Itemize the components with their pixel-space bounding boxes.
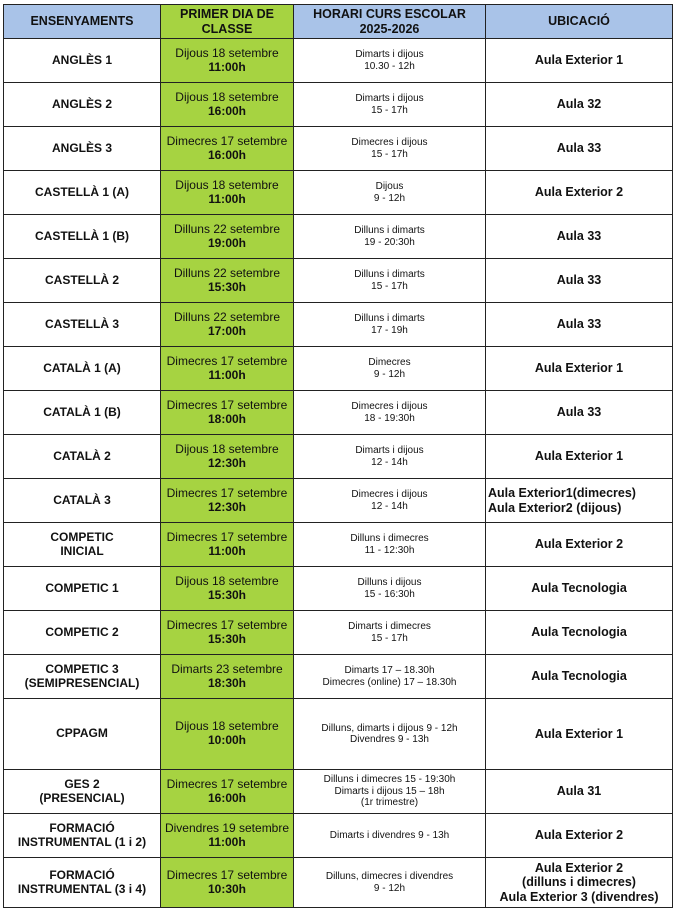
first-day-date: Dimecres 17 setembre — [166, 617, 288, 632]
first-day-cell — [161, 83, 294, 127]
first-day-time: 12:30h — [207, 499, 247, 514]
schedule-line: Dimarts i dimecres — [348, 621, 431, 632]
header-first-day: PRIMER DIA DE CLASSE — [161, 5, 294, 39]
subject-cell — [4, 259, 161, 303]
first-day-time: 16:00h — [207, 103, 247, 118]
schedule-line: Dilluns, dimecres i divendres — [325, 871, 454, 882]
location-line: (dilluns i dimecres) — [522, 875, 636, 890]
subject-line: ANGLÈS 3 — [51, 140, 112, 155]
first-day-cell — [161, 611, 294, 655]
location-line: Aula 33 — [556, 229, 602, 244]
schedule-line: Dilluns i dimecres — [350, 533, 429, 544]
subject-cell — [4, 567, 161, 611]
first-day-date: Dijous 18 setembre — [175, 573, 279, 588]
first-day-time: 18:30h — [207, 675, 247, 690]
subject-line: ANGLÈS 2 — [51, 96, 112, 111]
header-row — [4, 5, 673, 39]
first-day-time: 18:00h — [207, 411, 247, 426]
subject-line: COMPETIC 2 — [45, 624, 119, 639]
schedule-line: Dilluns i dimecres 15 - 19:30h — [323, 774, 456, 786]
schedule-line: 9 - 12h — [373, 882, 406, 894]
first-day-time: 12:30h — [207, 455, 247, 470]
first-day-cell — [161, 858, 294, 908]
subject-line: COMPETIC 3 — [45, 661, 119, 676]
schedule-cell — [294, 611, 486, 655]
schedule-cell — [294, 655, 486, 699]
schedule-line: 15 - 17h — [371, 148, 408, 160]
location-cell — [486, 770, 673, 814]
schedule-line: Dimecres i dijous — [351, 401, 428, 412]
subject-cell — [4, 770, 161, 814]
first-day-time: 11:00h — [208, 834, 246, 849]
location-line: Aula Exterior 1 — [534, 449, 624, 464]
schedule-line: Dimarts i dijous — [355, 445, 424, 456]
first-day-time: 11:00h — [208, 59, 246, 74]
header-location: UBICACIÓ — [486, 5, 673, 39]
schedule-cell — [294, 39, 486, 83]
schedule-line: Dilluns, dimarts i dijous 9 - 12h — [321, 722, 458, 734]
subject-cell — [4, 611, 161, 655]
schedule-cell — [294, 347, 486, 391]
table-row — [4, 523, 673, 567]
subject-line: CATALÀ 2 — [53, 448, 111, 463]
first-day-cell — [161, 303, 294, 347]
location-cell — [486, 347, 673, 391]
schedule-line: Dimecres i dijous — [351, 489, 428, 500]
location-line: Aula Tecnologia — [531, 625, 627, 640]
subject-line: CATALÀ 1 (B) — [43, 404, 121, 419]
table-row — [4, 611, 673, 655]
location-line: Aula Exterior 2 — [534, 828, 624, 843]
subject-cell — [4, 83, 161, 127]
location-line: Aula 33 — [556, 141, 602, 156]
first-day-cell — [161, 171, 294, 215]
subject-line: INSTRUMENTAL (3 i 4) — [17, 881, 147, 896]
subject-line: FORMACIÓ — [49, 867, 115, 882]
location-cell — [486, 655, 673, 699]
first-day-date: Dimecres 17 setembre — [166, 867, 288, 882]
location-line: Aula Exterior 2 — [534, 860, 624, 875]
location-line: Aula Exterior1(dimecres) — [488, 486, 636, 501]
location-line: Aula 32 — [556, 97, 602, 112]
schedule-cell — [294, 567, 486, 611]
location-line: Aula 33 — [556, 317, 602, 332]
subject-line: CATALÀ 1 (A) — [43, 360, 121, 375]
location-line: Aula Exterior 2 — [534, 537, 624, 552]
location-line: Aula Exterior2 (dijous) — [488, 500, 622, 515]
schedule-line: 12 - 14h — [371, 500, 408, 512]
first-day-date: Dilluns 22 setembre — [173, 221, 281, 236]
table-row — [4, 655, 673, 699]
location-line: Aula Tecnologia — [531, 581, 627, 596]
subject-cell — [4, 858, 161, 908]
schedule-line: 15 - 17h — [371, 280, 408, 292]
location-cell — [486, 523, 673, 567]
subject-cell — [4, 814, 161, 858]
subject-cell — [4, 391, 161, 435]
table-row — [4, 83, 673, 127]
location-line: Aula Exterior 3 (divendres) — [499, 889, 659, 904]
first-day-cell — [161, 215, 294, 259]
schedule-line: 18 - 19:30h — [364, 412, 415, 424]
first-day-date: Dimecres 17 setembre — [166, 397, 288, 412]
subject-line: CPPAGM — [56, 726, 108, 741]
first-day-date: Dimarts 23 setembre — [171, 661, 283, 676]
first-day-time: 11:00h — [208, 367, 246, 382]
table-row — [4, 347, 673, 391]
schedule-cell — [294, 127, 486, 171]
schedule-line: (1r trimestre) — [360, 797, 419, 809]
subject-line: COMPETIC 1 — [45, 580, 119, 595]
first-day-time: 15:30h — [207, 279, 247, 294]
location-cell — [486, 127, 673, 171]
schedule-cell — [294, 215, 486, 259]
first-day-date: Dimecres 17 setembre — [166, 529, 288, 544]
first-day-date: Dijous 18 setembre — [175, 441, 279, 456]
subject-cell — [4, 523, 161, 567]
schedule-line: Dimarts i divendres 9 - 13h — [329, 829, 450, 841]
first-day-cell — [161, 523, 294, 567]
first-day-cell — [161, 567, 294, 611]
schedule-cell — [294, 83, 486, 127]
location-cell — [486, 567, 673, 611]
first-day-time: 16:00h — [207, 790, 247, 805]
schedule-line: 9 - 12h — [373, 368, 406, 380]
location-cell — [486, 259, 673, 303]
subject-line: (PRESENCIAL) — [39, 790, 125, 805]
first-day-cell — [161, 814, 294, 858]
first-day-cell — [161, 479, 294, 523]
first-day-cell — [161, 39, 294, 83]
table-row — [4, 171, 673, 215]
location-cell — [486, 435, 673, 479]
location-cell — [486, 215, 673, 259]
schedule-line: Divendres 9 - 13h — [350, 734, 429, 745]
schedule-cell — [294, 699, 486, 770]
schedule-line: Dimecres (online) 17 – 18.30h — [322, 676, 457, 688]
location-line: Aula 33 — [556, 405, 602, 420]
schedule-cell — [294, 523, 486, 567]
subject-cell — [4, 655, 161, 699]
subject-line: (SEMIPRESENCIAL) — [24, 675, 140, 690]
subject-cell — [4, 699, 161, 770]
subject-line: ANGLÈS 1 — [51, 52, 112, 67]
location-line: Aula Tecnologia — [531, 669, 627, 684]
schedule-line: Dilluns i dimarts — [354, 313, 425, 324]
location-cell — [486, 391, 673, 435]
first-day-date: Dimecres 17 setembre — [166, 353, 288, 368]
first-day-time: 15:30h — [207, 631, 247, 646]
header-subject: ENSENYAMENTS — [4, 5, 161, 39]
schedule-cell — [294, 858, 486, 908]
first-day-date: Dimecres 17 setembre — [166, 133, 288, 148]
table-row — [4, 858, 673, 908]
subject-line: INICIAL — [60, 543, 104, 558]
table-row — [4, 215, 673, 259]
subject-cell — [4, 303, 161, 347]
schedule-line: 9 - 12h — [373, 192, 406, 204]
first-day-time: 11:00h — [208, 191, 246, 206]
first-day-time: 16:00h — [207, 147, 247, 162]
schedule-line: 17 - 19h — [371, 324, 408, 336]
schedule-line: Dimarts i dijous 15 – 18h — [334, 785, 445, 797]
schedule-line: Dimarts i dijous — [355, 49, 424, 60]
schedule-line: 15 - 16:30h — [364, 588, 415, 600]
table-row — [4, 770, 673, 814]
location-cell — [486, 83, 673, 127]
subject-cell — [4, 479, 161, 523]
table-body — [4, 39, 673, 908]
first-day-date: Dijous 18 setembre — [175, 45, 279, 60]
subject-line: GES 2 — [64, 776, 100, 791]
subject-cell — [4, 127, 161, 171]
table-row — [4, 259, 673, 303]
first-day-date: Dilluns 22 setembre — [173, 265, 281, 280]
first-day-date: Dijous 18 setembre — [175, 719, 279, 734]
first-day-time: 10:30h — [207, 881, 247, 896]
first-day-cell — [161, 435, 294, 479]
schedule-line: Dimarts i dijous — [355, 93, 424, 104]
location-line: Aula Exterior 2 — [534, 185, 624, 200]
first-day-date: Dilluns 22 setembre — [173, 309, 281, 324]
first-day-cell — [161, 391, 294, 435]
subject-line: CASTELLÀ 1 (B) — [35, 228, 129, 243]
table-row — [4, 814, 673, 858]
first-day-time: 19:00h — [207, 235, 247, 250]
table-row — [4, 567, 673, 611]
schedule-line: 15 - 17h — [371, 104, 408, 116]
schedule-line: 15 - 17h — [371, 632, 408, 644]
schedule-cell — [294, 391, 486, 435]
location-line: Aula 31 — [556, 784, 602, 799]
first-day-cell — [161, 347, 294, 391]
subject-line: CASTELLÀ 3 — [44, 316, 119, 331]
location-cell — [486, 814, 673, 858]
location-line: Aula Exterior 1 — [534, 726, 624, 741]
schedule-line: Dilluns i dimarts — [354, 225, 425, 236]
subject-line: CATALÀ 3 — [53, 492, 111, 507]
table-row — [4, 435, 673, 479]
schedule-line: Dijous — [375, 181, 404, 192]
schedule-line: 10.30 - 12h — [364, 60, 415, 72]
schedule-line: 11 - 12:30h — [364, 544, 415, 556]
subject-line: FORMACIÓ — [49, 820, 115, 835]
subject-line: INSTRUMENTAL (1 i 2) — [17, 834, 147, 849]
table-row — [4, 39, 673, 83]
first-day-cell — [161, 259, 294, 303]
location-line: Aula 33 — [556, 273, 602, 288]
first-day-time: 17:00h — [207, 323, 247, 338]
location-cell — [486, 479, 673, 523]
first-day-time: 15:30h — [207, 587, 247, 602]
schedule-line: Dilluns i dimarts — [354, 269, 425, 280]
location-cell — [486, 39, 673, 83]
subject-cell — [4, 171, 161, 215]
table-row — [4, 303, 673, 347]
schedule-cell — [294, 259, 486, 303]
table-row — [4, 391, 673, 435]
schedule-line: 12 - 14h — [371, 456, 408, 468]
schedule-table — [3, 4, 673, 908]
schedule-cell — [294, 435, 486, 479]
location-cell — [486, 611, 673, 655]
first-day-date: Dimecres 17 setembre — [166, 776, 288, 791]
location-line: Aula Exterior 1 — [534, 53, 624, 68]
schedule-cell — [294, 479, 486, 523]
schedule-line: Dilluns i dijous — [357, 577, 422, 588]
subject-line: CASTELLÀ 2 — [44, 272, 119, 287]
schedule-cell — [294, 171, 486, 215]
schedule-line: Dimarts 17 – 18.30h — [344, 665, 435, 676]
schedule-line: Dimecres — [368, 357, 411, 368]
first-day-date: Dijous 18 setembre — [175, 89, 279, 104]
schedule-cell — [294, 770, 486, 814]
first-day-date: Dijous 18 setembre — [175, 177, 279, 192]
table-row — [4, 699, 673, 770]
schedule-line: Dimecres i dijous — [351, 137, 428, 148]
first-day-time: 11:00h — [208, 543, 246, 558]
location-line: Aula Exterior 1 — [534, 361, 624, 376]
schedule-cell — [294, 303, 486, 347]
location-cell — [486, 858, 673, 908]
first-day-date: Dimecres 17 setembre — [166, 485, 288, 500]
table-row — [4, 479, 673, 523]
subject-line: COMPETIC — [50, 529, 114, 544]
first-day-time: 10:00h — [207, 733, 247, 747]
subject-cell — [4, 435, 161, 479]
location-cell — [486, 699, 673, 770]
schedule-cell — [294, 814, 486, 858]
first-day-date: Divendres 19 setembre — [164, 820, 290, 835]
table-row — [4, 127, 673, 171]
header-schedule: HORARI CURS ESCOLAR 2025-2026 — [294, 5, 486, 39]
first-day-cell — [161, 770, 294, 814]
first-day-cell — [161, 127, 294, 171]
subject-cell — [4, 39, 161, 83]
schedule-line: 19 - 20:30h — [364, 236, 415, 248]
location-cell — [486, 171, 673, 215]
subject-cell — [4, 347, 161, 391]
first-day-cell — [161, 699, 294, 770]
subject-line: CASTELLÀ 1 (A) — [35, 184, 129, 199]
subject-cell — [4, 215, 161, 259]
location-cell — [486, 303, 673, 347]
first-day-cell — [161, 655, 294, 699]
